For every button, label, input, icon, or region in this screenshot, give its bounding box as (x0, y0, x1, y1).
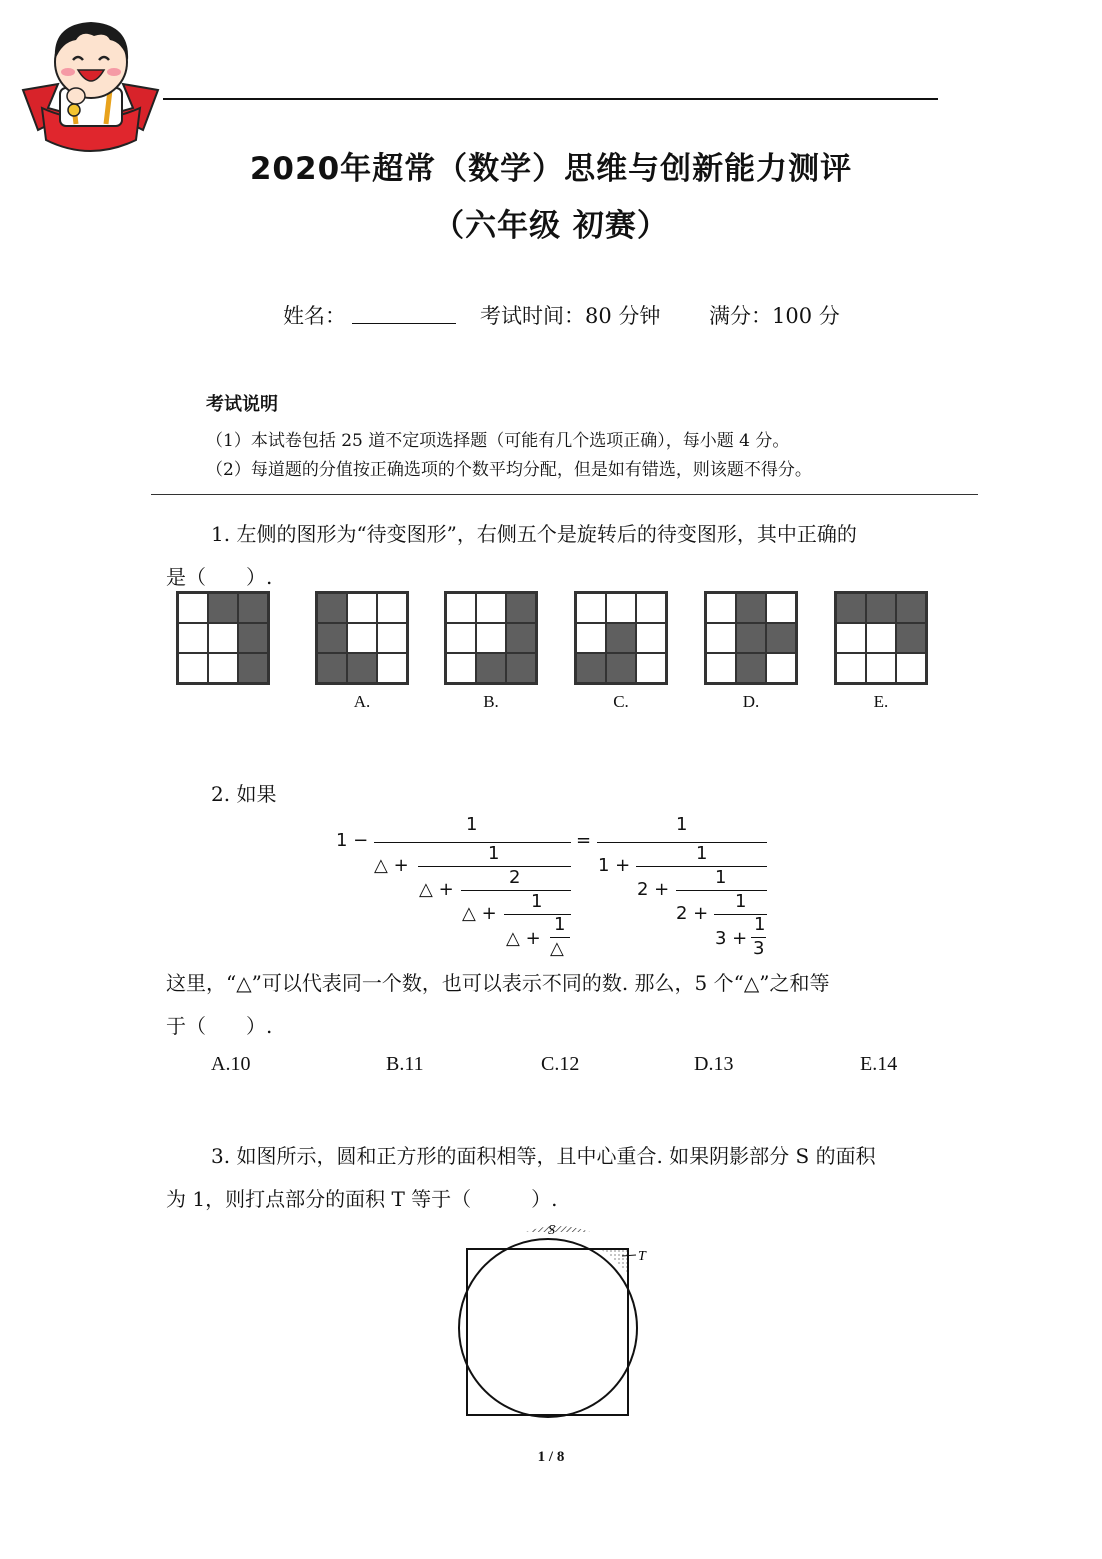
grid-cell-empty (766, 653, 796, 683)
q2-choice-a[interactable]: A.10 (211, 1053, 251, 1075)
grid-cell-empty (377, 623, 407, 653)
grid-cell-empty (766, 593, 796, 623)
grid-cell-empty (476, 623, 506, 653)
grid-cell-filled (836, 593, 866, 623)
grid-cell-empty (347, 623, 377, 653)
grid-cell-filled (576, 653, 606, 683)
q1-option-figure[interactable] (834, 591, 928, 685)
grid-cell-empty (377, 653, 407, 683)
name-label: 姓名： (283, 304, 346, 328)
section-divider (151, 494, 978, 495)
label-t: T (638, 1249, 646, 1264)
label-s: S (548, 1223, 555, 1238)
grid-cell-filled (347, 653, 377, 683)
square-shape (467, 1249, 628, 1415)
grid-cell-filled (238, 623, 268, 653)
grid-cell-filled (506, 653, 536, 683)
grid-cell-filled (896, 593, 926, 623)
grid-cell-empty (866, 653, 896, 683)
page-number: 1 / 8 (537, 1449, 565, 1465)
q2-choice-b[interactable]: B.11 (386, 1053, 424, 1075)
grid-cell-filled (506, 623, 536, 653)
shaded-region-s (526, 1226, 590, 1232)
grid-cell-filled (606, 653, 636, 683)
grid-cell-empty (606, 593, 636, 623)
q1-option-label[interactable]: B. (483, 692, 499, 711)
grid-cell-empty (636, 623, 666, 653)
instruction-rule-1: （1）本试卷包括 25 道不定项选择题（可能有几个选项正确），每小题 4 分。 (206, 431, 790, 451)
q2-text-line3: 于（ ）. (166, 1014, 273, 1038)
q2-choice-d[interactable]: D.13 (694, 1053, 734, 1075)
grid-cell-filled (766, 623, 796, 653)
grid-cell-empty (446, 593, 476, 623)
page-subtitle: （六年级 初赛） (433, 208, 669, 244)
grid-cell-filled (317, 593, 347, 623)
grid-cell-empty (446, 623, 476, 653)
grid-cell-empty (836, 623, 866, 653)
grid-cell-empty (347, 593, 377, 623)
q1-option-label[interactable]: A. (353, 692, 371, 711)
grid-cell-empty (706, 593, 736, 623)
grid-cell-empty (377, 593, 407, 623)
grid-cell-filled (736, 653, 766, 683)
grid-cell-empty (866, 623, 896, 653)
grid-cell-empty (636, 653, 666, 683)
grid-cell-filled (208, 593, 238, 623)
grid-cell-empty (178, 623, 208, 653)
grid-cell-filled (896, 623, 926, 653)
instruction-rule-2: （2）每道题的分值按正确选项的个数平均分配，但是如有错选，则该题不得分。 (206, 460, 812, 480)
grid-cell-empty (208, 623, 238, 653)
grid-cell-empty (208, 653, 238, 683)
q1-option-label[interactable]: E. (873, 692, 889, 711)
grid-cell-empty (178, 593, 208, 623)
q1-option-figure[interactable] (704, 591, 798, 685)
q2-text-line1: 2. 如果 (211, 782, 277, 806)
grid-cell-filled (606, 623, 636, 653)
q1-option-label[interactable]: D. (742, 692, 760, 711)
grid-cell-empty (896, 653, 926, 683)
q1-option-figure[interactable] (444, 591, 538, 685)
exam-time: 考试时间：80 分钟 (480, 304, 661, 328)
name-blank-line[interactable] (352, 323, 456, 324)
grid-cell-empty (476, 593, 506, 623)
q2-text-line2: 这里，“△”可以代表同一个数，也可以表示不同的数. 那么，5 个“△”之和等 (166, 971, 830, 995)
grid-cell-filled (736, 623, 766, 653)
instructions-title: 考试说明 (206, 394, 278, 415)
grid-cell-empty (636, 593, 666, 623)
grid-cell-filled (317, 653, 347, 683)
full-score: 满分：100 分 (709, 304, 840, 328)
grid-cell-empty (576, 623, 606, 653)
grid-cell-filled (476, 653, 506, 683)
page-title: 2020年超常（数学）思维与创新能力测评 (249, 151, 853, 187)
circle-shape (459, 1239, 637, 1417)
grid-cell-empty (836, 653, 866, 683)
q1-option-figure[interactable] (574, 591, 668, 685)
q1-text-line1: 1. 左侧的图形为“待变图形”，右侧五个是旋转后的待变图形，其中正确的 (211, 522, 857, 546)
grid-cell-filled (736, 593, 766, 623)
grid-cell-filled (238, 593, 268, 623)
q1-option-figure[interactable] (315, 591, 409, 685)
header-rule (163, 98, 938, 100)
grid-cell-empty (178, 653, 208, 683)
grid-cell-filled (238, 653, 268, 683)
q2-equation: 1 − 1 △ + 1 △ + 2 △ + 1 △ + 1 △ = 1 1 + 1 2 + 1 2 + 1 3 + 1 3 (336, 814, 766, 959)
q3-text-line2: 为 1，则打点部分的面积 T 等于（ ）. (166, 1187, 558, 1211)
grid-cell-empty (576, 593, 606, 623)
grid-cell-filled (866, 593, 896, 623)
grid-cell-empty (706, 653, 736, 683)
mascot-logo (18, 12, 163, 162)
grid-cell-empty (706, 623, 736, 653)
q1-text-line2: 是（ ）. (166, 565, 273, 589)
q3-circle-square-figure (450, 1218, 660, 1428)
q1-source-figure (176, 591, 270, 685)
q3-text-line1: 3. 如图所示，圆和正方形的面积相等，且中心重合. 如果阴影部分 S 的面积 (211, 1144, 876, 1168)
grid-cell-filled (506, 593, 536, 623)
q1-option-label[interactable]: C. (613, 692, 629, 711)
dotted-region-t (600, 1249, 628, 1276)
grid-cell-filled (317, 623, 347, 653)
q2-choice-c[interactable]: C.12 (541, 1053, 580, 1075)
q2-choice-e[interactable]: E.14 (860, 1053, 898, 1075)
grid-cell-empty (446, 653, 476, 683)
